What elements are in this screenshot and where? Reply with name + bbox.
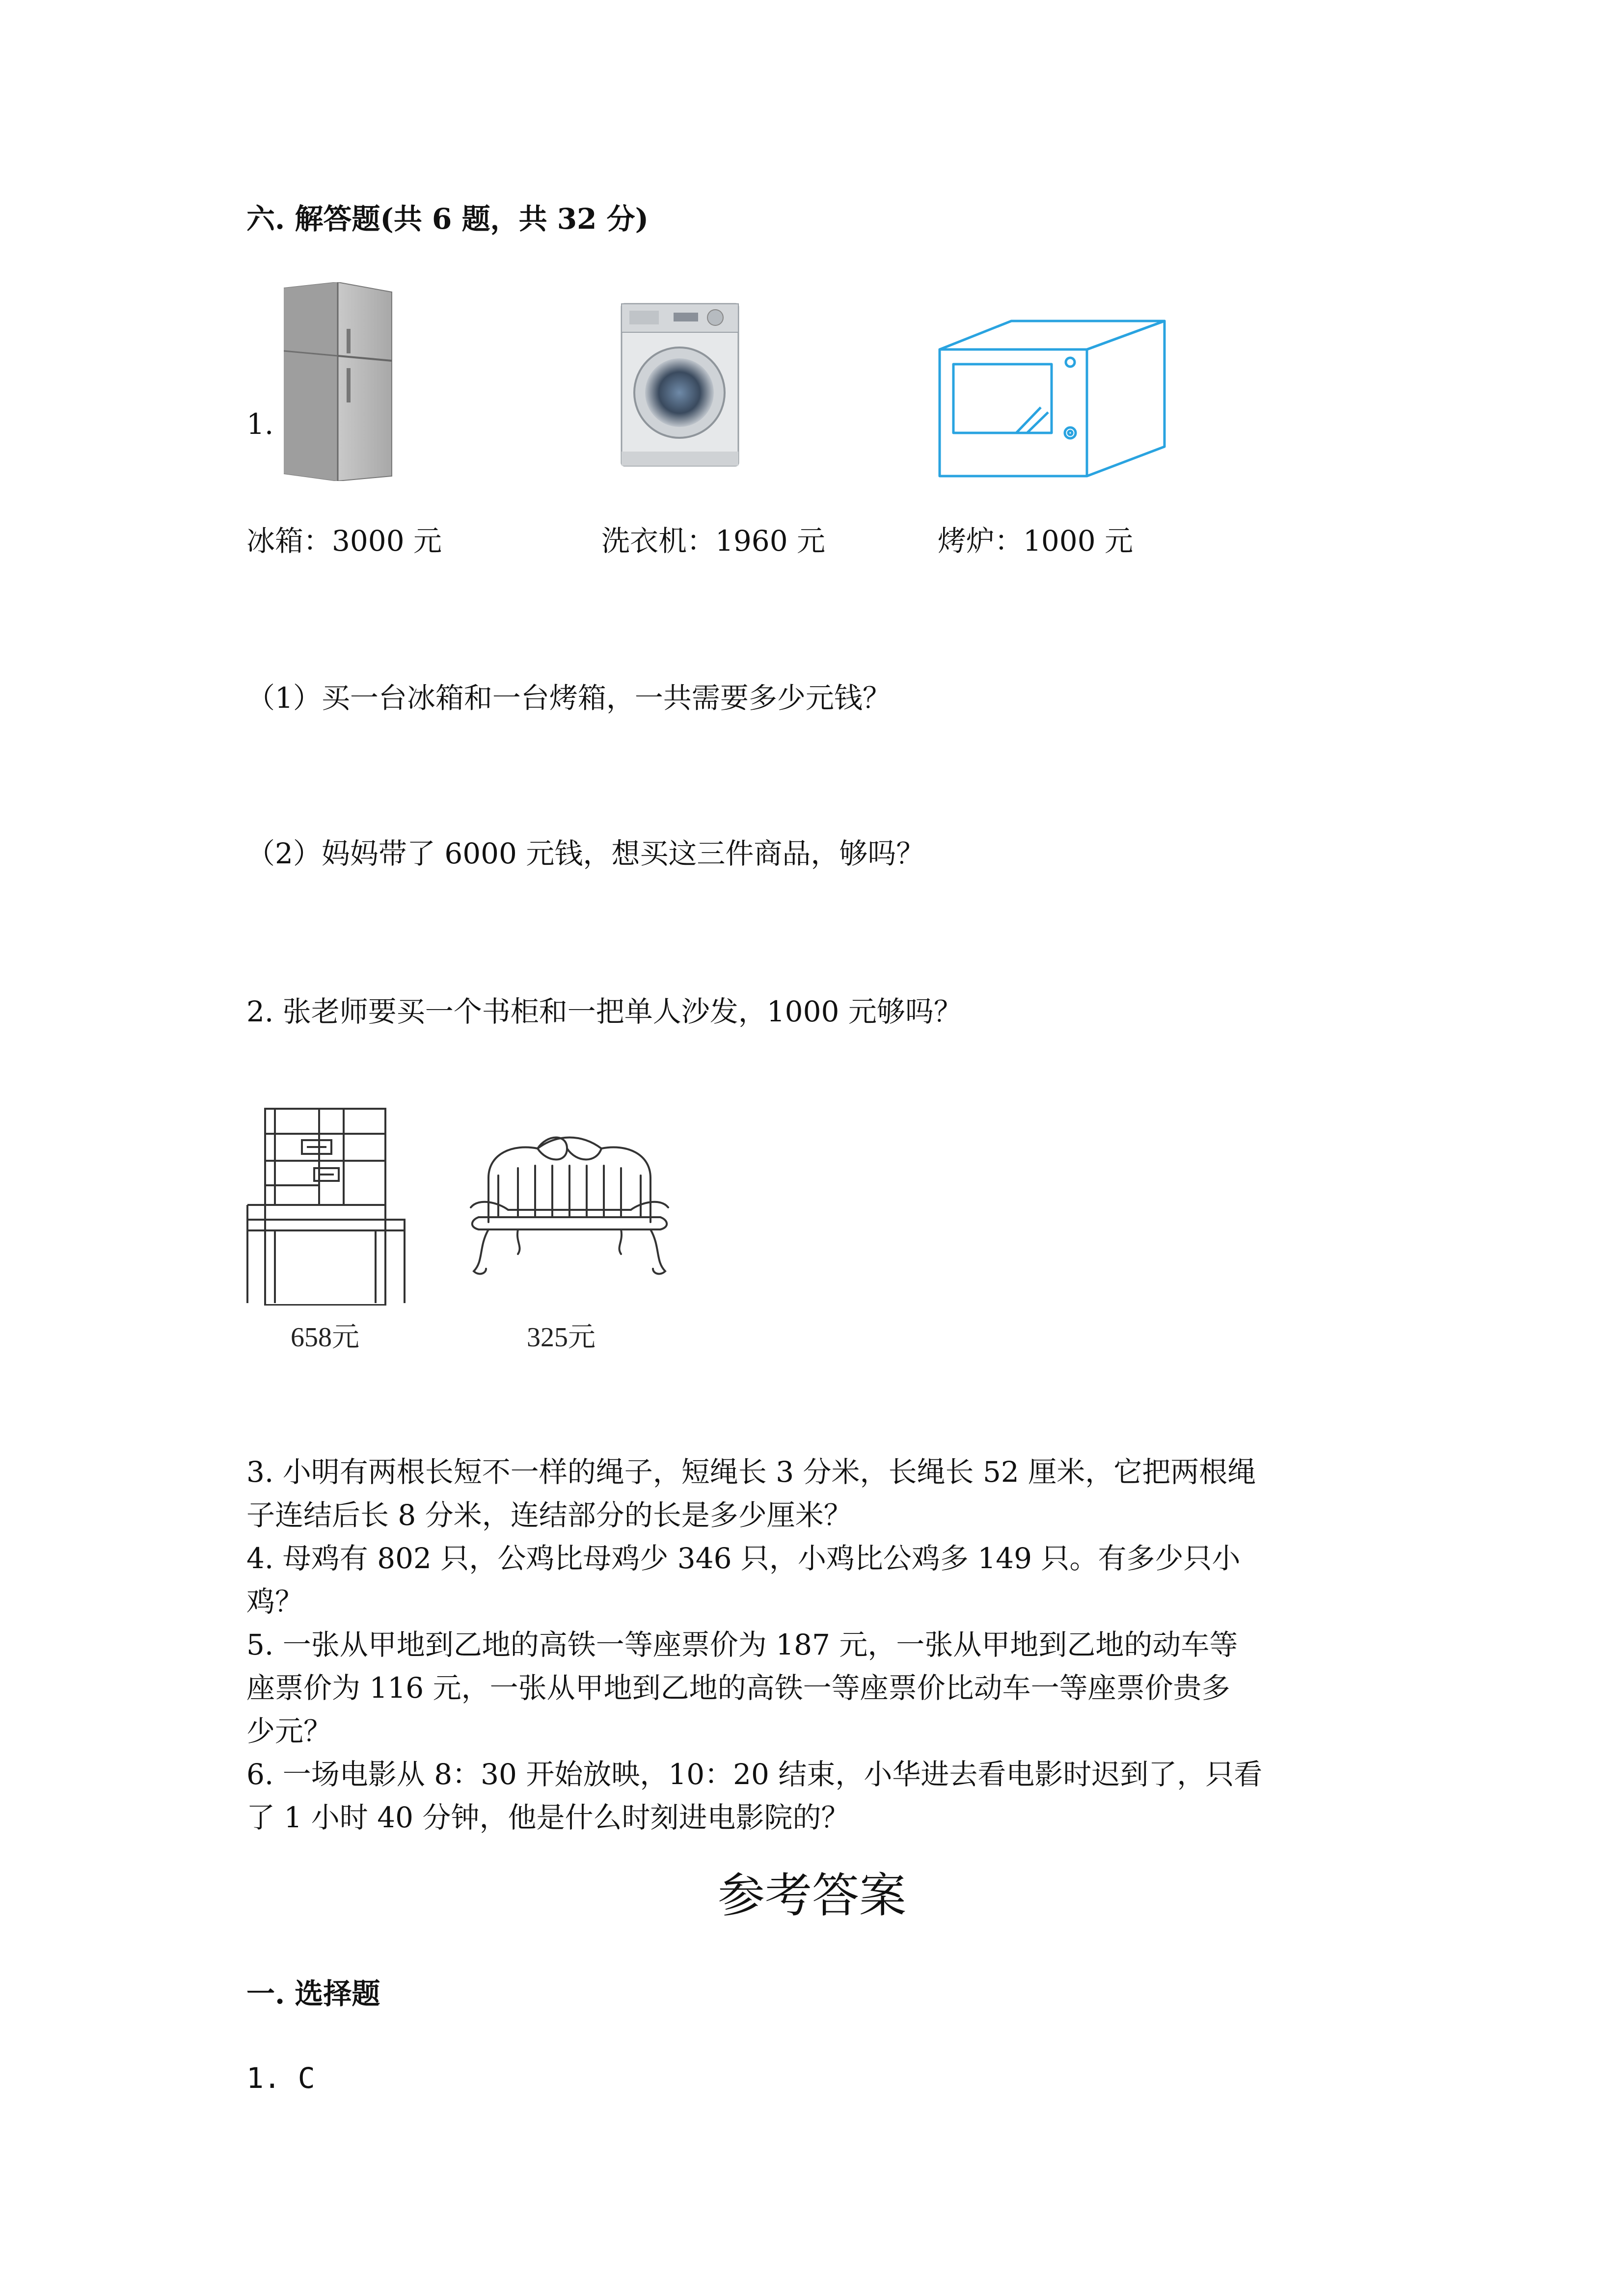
question-2: 2. 张老师要买一个书柜和一把单人沙发，1000 元够吗？ [246,995,962,1028]
question-5-line-1: 5. 一张从甲地到乙地的高铁一等座票价为 187 元，一张从甲地到乙地的动车等 [246,1628,1238,1661]
question-6-line-1: 6. 一场电影从 8：30 开始放映，10：20 结束，小华进去看电影时迟到了，只看 [246,1758,1263,1791]
question-4-line-2: 鸡？ [246,1585,304,1618]
refrigerator-price-label: 冰箱：3000 元 [246,524,442,558]
question-3 [246,1450,1400,1839]
question-6-line-2: 了 1 小时 40 分钟，他是什么时刻进电影院的？ [246,1801,850,1834]
washing-machine-icon [620,302,742,469]
question-5-line-3: 少元？ [246,1714,332,1748]
oven-icon [938,319,1168,479]
answer-1: 1. C [246,2061,315,2095]
question-4-line-1: 4. 母鸡有 802 只，公鸡比母鸡少 346 只，小鸡比公鸡多 149 只。有多少只小 [246,1542,1241,1575]
question-3-line-1: 3. 小明有两根长短不一样的绳子，短绳长 3 分米，长绳长 52 厘米，它把两根绳 [246,1455,1256,1489]
sub-question-2: （2）妈妈带了 6000 元钱，想买这三件商品，够吗？ [246,837,925,870]
bookcase-icon [245,1107,407,1306]
answers-section-heading: 一. 选择题 [246,1977,380,2010]
washing-machine-price-label: 洗衣机：1960 元 [601,524,826,558]
sofa-icon [469,1124,670,1281]
refrigerator-icon [284,282,397,481]
sub-question-1: （1）买一台冰箱和一台烤箱，一共需要多少元钱？ [246,681,891,715]
section-heading: 六. 解答题(共 6 题，共 32 分) [246,202,649,236]
question-number: 1. [246,407,274,441]
bookcase-price: 658元 [291,1322,359,1353]
answers-title: 参考答案 [718,1868,906,1923]
question-3-line-2: 子连结后长 8 分米，连结部分的长是多少厘米？ [246,1498,852,1532]
sofa-price: 325元 [527,1322,595,1353]
oven-price-label: 烤炉：1000 元 [938,524,1134,558]
question-5-line-2: 座票价为 116 元，一张从甲地到乙地的高铁一等座票价比动车一等座票价贵多 [246,1671,1230,1705]
